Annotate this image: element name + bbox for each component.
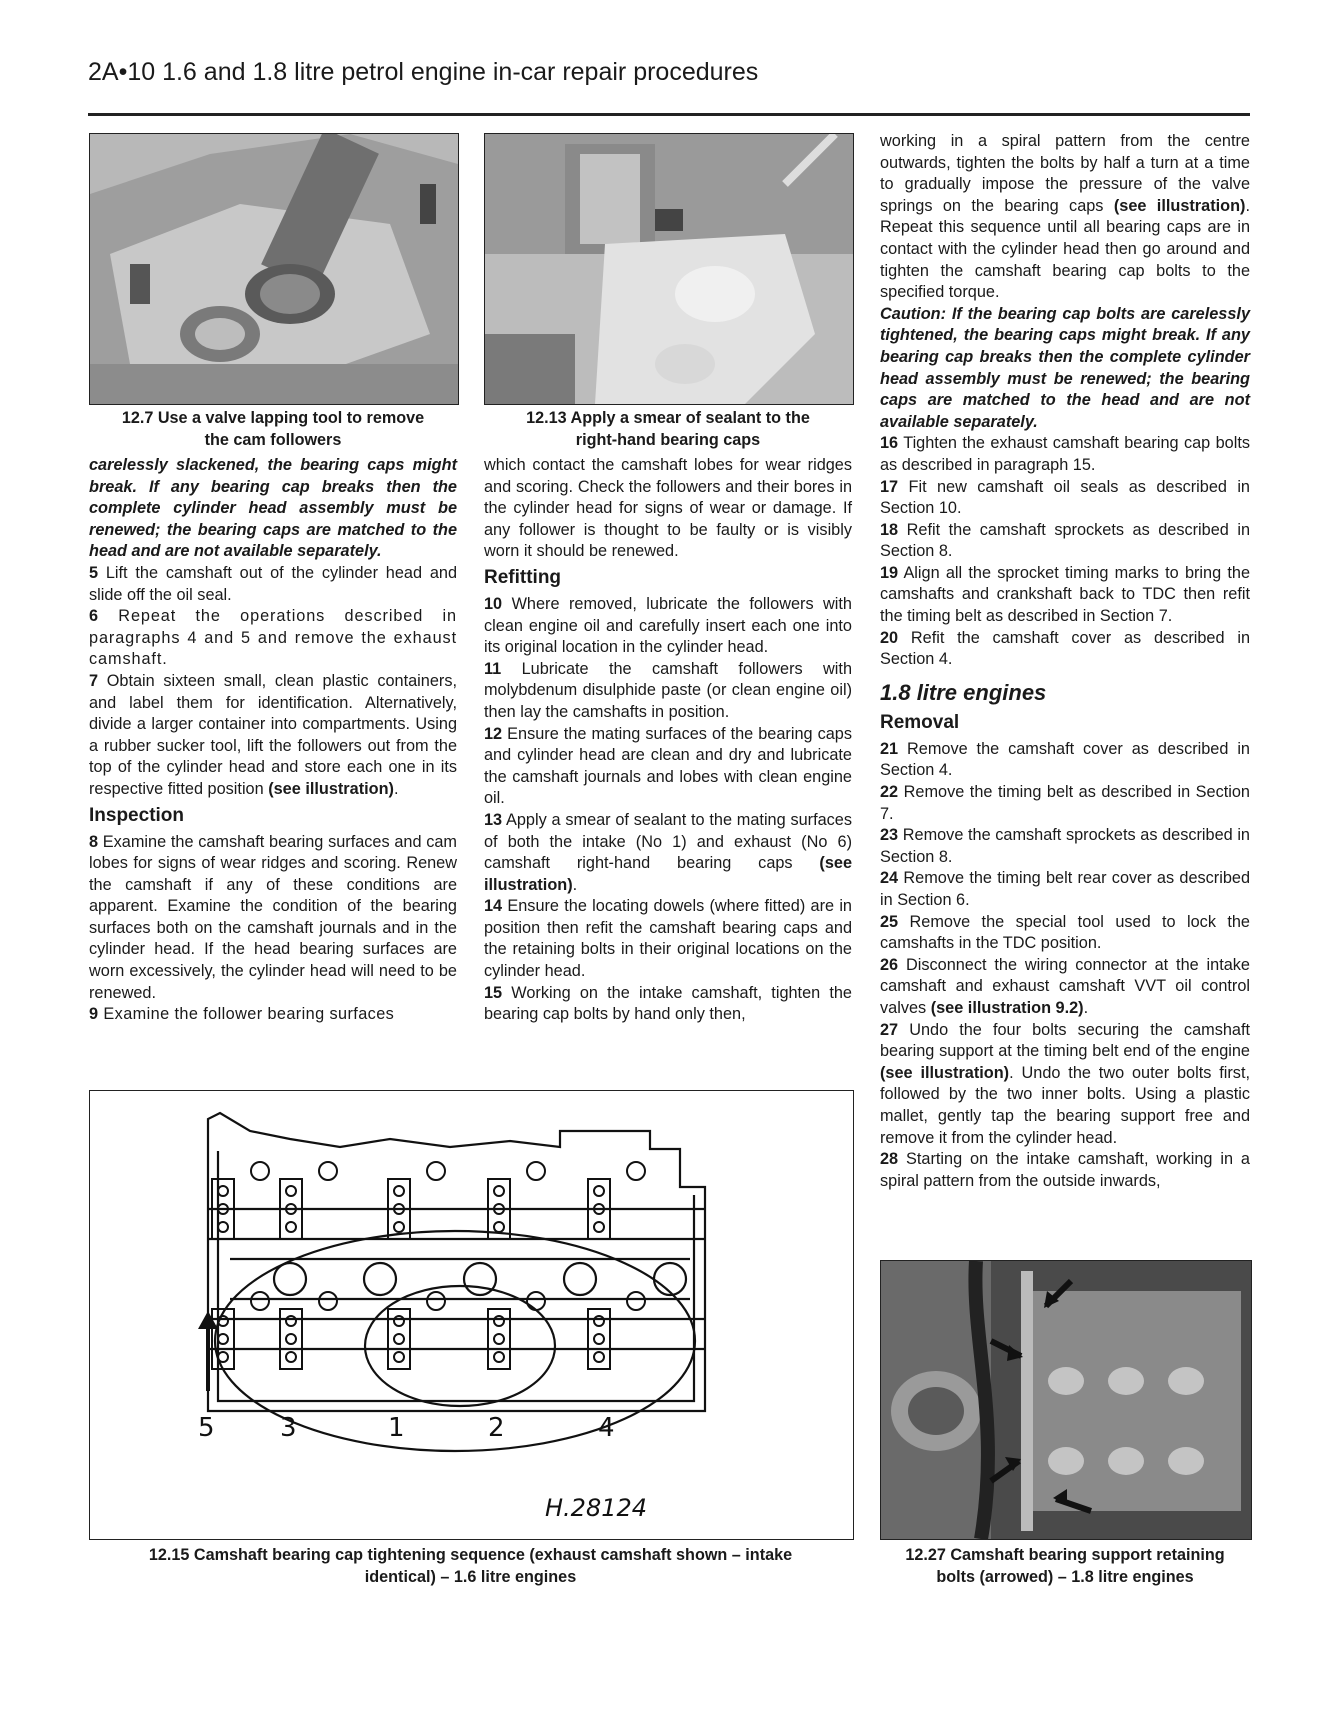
diagram-svg (90, 1091, 853, 1539)
cap-bolt (494, 1222, 504, 1232)
cap-bolt (218, 1334, 228, 1344)
paragraph-25: 25 Remove the special tool used to lock the camshafts in the TDC position. (880, 912, 1250, 953)
cap-bolt (286, 1222, 296, 1232)
exhaust-camshaft (208, 1319, 705, 1349)
head-bolt (627, 1162, 645, 1180)
caption-fig-12-15: 12.15 Camshaft bearing cap tightening sequence (exhaust camshaft shown – intake identical) – 1.6 litre engines (148, 1546, 793, 1586)
photo-valve-lapping-tool (89, 133, 459, 405)
cap-bolt (594, 1352, 604, 1362)
caution-note: Caution: If the bearing cap bolts are carelessly tightened, the bearing caps might break. If any bearing cap breaks then the complete cylinder head assembly must be renewed; the bearing caps are matched to the head and are not available separately. (880, 304, 1250, 431)
paragraph-26: 26 Disconnect the wiring connector at the intake camshaft and exhaust camshaft VVT oil control valves (see illustration 9.2). (880, 955, 1250, 1017)
bore (654, 1263, 686, 1295)
paragraph-5: 5 Lift the camshaft out of the cylinder head and slide off the oil seal. (89, 563, 457, 604)
page-header: 2A•10 1.6 and 1.8 litre petrol engine in-car repair procedures (88, 58, 759, 86)
sequence-label-5: 5 (198, 1413, 215, 1443)
head-bolt (319, 1292, 337, 1310)
sequence-label-4: 4 (598, 1413, 615, 1443)
sequence-label-3: 3 (280, 1413, 297, 1443)
diagram-reference: H.28124 (545, 1494, 648, 1522)
paragraph-17: 17 Fit new camshaft oil seals as described in Section 10. (880, 477, 1250, 518)
intake-camshaft (208, 1209, 705, 1239)
head-bolt (251, 1162, 269, 1180)
paragraph-7: 7 Obtain sixteen small, clean plastic containers, and label them for identification. Alternatively, divide a larger container into compartments. Using a rubber sucker tool, lift the followers out from the top of the cylinder head and store each one in its respective fitted position (see illustration). (89, 671, 457, 798)
heading-1-8-litre-engines: 1.8 litre engines (880, 679, 1047, 705)
head-bolt (527, 1162, 545, 1180)
paragraph-9: 9 Examine the follower bearing surfaces (89, 1005, 395, 1024)
cap-bolt (218, 1186, 228, 1196)
cap-bolt (594, 1222, 604, 1232)
cap-bolt (394, 1316, 404, 1326)
paragraph-15-continued: working in a spiral pattern from the centre outwards, tighten the bolts by half a turn at a time to gradually impose the pressure of the valve springs on the bearing caps (see illustration). Repeat this sequence until all bearing caps are in contact with the cylinder head then go around and tighten the camshaft bearing cap bolts to the specified torque. (880, 132, 1250, 302)
cap-bolt (494, 1352, 504, 1362)
paragraph-11: 11 Lubricate the camshaft followers with molybdenum disulphide paste (or clean engine oil) then lay the camshafts in position. (484, 659, 852, 721)
photo-bearing-support-bolts (880, 1260, 1252, 1540)
cap-bolt (394, 1222, 404, 1232)
caption-fig-12-13: 12.13 Apply a smear of sealant to the right-hand bearing caps (526, 409, 810, 449)
paragraph-6: 6 Repeat the operations described in paragraphs 4 and 5 and remove the exhaust camshaft. (89, 607, 457, 669)
paragraph-27: 27 Undo the four bolts securing the camshaft bearing support at the timing belt end of the engine (see illustration). Undo the two outer bolts first, followed by the two inner bolts. Using a plastic mallet, gently tap the bearing support free and remove it from the cylinder head. (880, 1020, 1250, 1147)
cap-bolt (394, 1334, 404, 1344)
head-bolt (251, 1292, 269, 1310)
bearing-caps (212, 1162, 645, 1369)
cap-bolt (286, 1316, 296, 1326)
cap-bolt (494, 1186, 504, 1196)
bore (364, 1263, 396, 1295)
sequence-label-1: 1 (388, 1413, 405, 1443)
text-column-1 (89, 455, 457, 1026)
head-bolt (527, 1292, 545, 1310)
head-bolt (427, 1292, 445, 1310)
paragraph-20: 20 Refit the camshaft cover as described in Section 4. (880, 628, 1250, 669)
sequence-label-2: 2 (488, 1413, 505, 1443)
head-bolt (319, 1162, 337, 1180)
cap-bolt (218, 1352, 228, 1362)
cap-bolt (286, 1352, 296, 1362)
head-bolt (427, 1162, 445, 1180)
cap-bolt (218, 1222, 228, 1232)
cap-bolt (394, 1186, 404, 1196)
head-bolt (627, 1292, 645, 1310)
heading-refitting: Refitting (484, 566, 562, 588)
cap-bolt (394, 1352, 404, 1362)
inner-outline (218, 1151, 694, 1401)
cylinder-head-outline (208, 1113, 705, 1411)
caution-continued: carelessly slackened, the bearing caps might break. If any bearing cap breaks then the complete cylinder head assembly must be renewed; the bearing caps are matched to the head and are not available separately. (89, 456, 457, 561)
paragraph-10: 10 Where removed, lubricate the followers with clean engine oil and carefully insert each one into its original location in the cylinder head. (484, 594, 852, 657)
paragraph-14: 14 Ensure the locating dowels (where fitted) are in position then refit the camshaft bearing caps and the retaining bolts in their original locations on the cylinder head. (484, 897, 852, 981)
cap-bolt (286, 1334, 296, 1344)
paragraph-23: 23 Remove the camshaft sprockets as described in Section 8. (880, 826, 1250, 866)
caption-fig-12-7: 12.7 Use a valve lapping tool to remove the cam followers (121, 409, 425, 449)
header-rule (88, 113, 1250, 116)
heading-inspection: Inspection (89, 804, 185, 826)
paragraph-9-continued: which contact the camshaft lobes for wear ridges and scoring. Check the followers and their bores in the cylinder head for signs of wear or damage. If any follower is thought to be faulty or is visibly worn it should be renewed. (484, 456, 852, 561)
paragraph-16: 16 Tighten the exhaust camshaft bearing cap bolts as described in paragraph 15. (880, 434, 1250, 474)
cap-bolt (594, 1316, 604, 1326)
caption-fig-12-27: 12.27 Camshaft bearing support retaining bolts (arrowed) – 1.8 litre engines (905, 1546, 1225, 1586)
diagram-bearing-cap-sequence (89, 1090, 854, 1540)
text-column-2 (484, 455, 852, 1026)
paragraph-21: 21 Remove the camshaft cover as described in Section 4. (880, 739, 1250, 780)
cap-bolt (286, 1186, 296, 1196)
paragraph-15: 15 Working on the intake camshaft, tighten the bearing cap bolts by hand only then, (484, 983, 852, 1024)
paragraph-24: 24 Remove the timing belt rear cover as described in Section 6. (880, 869, 1250, 909)
paragraph-13: 13 Apply a smear of sealant to the mating surfaces of both the intake (No 1) and exhaust (No 6) camshaft right-hand bearing caps (see illustration). (484, 810, 852, 894)
text-column-3 (880, 131, 1250, 1192)
paragraph-18: 18 Refit the camshaft sprockets as described in Section 8. (880, 520, 1250, 561)
bore (274, 1263, 306, 1295)
cap-bolt (594, 1186, 604, 1196)
paragraph-8: 8 Examine the camshaft bearing surfaces and cam lobes for signs of wear ridges and scoring. Renew the camshaft if any of these conditions are apparent. Examine the condition of the bearing surfaces both on the camshaft journals and in the cylinder head. If the head bearing surfaces are worn excessively, the cylinder head will need to be renewed. (89, 832, 457, 1002)
cap-bolt (494, 1316, 504, 1326)
paragraph-28: 28 Starting on the intake camshaft, working in a spiral pattern from the outside inwards, (880, 1150, 1250, 1190)
photo-sealant-bearing-caps (484, 133, 854, 405)
sequence-labels (198, 1413, 647, 1522)
paragraph-22: 22 Remove the timing belt as described in Section 7. (880, 783, 1250, 823)
paragraph-19: 19 Align all the sprocket timing marks to bring the camshafts and crankshaft back to TDC then refit the timing belt as described in Section 7. (880, 563, 1250, 626)
paragraph-12: 12 Ensure the mating surfaces of the bearing caps and cylinder head are clean and dry and lubricate the camshaft journals and lobes with clean engine oil. (484, 724, 852, 808)
bore (564, 1263, 596, 1295)
cap-bolt (494, 1334, 504, 1344)
cap-bolt (594, 1334, 604, 1344)
heading-removal: Removal (880, 711, 960, 733)
